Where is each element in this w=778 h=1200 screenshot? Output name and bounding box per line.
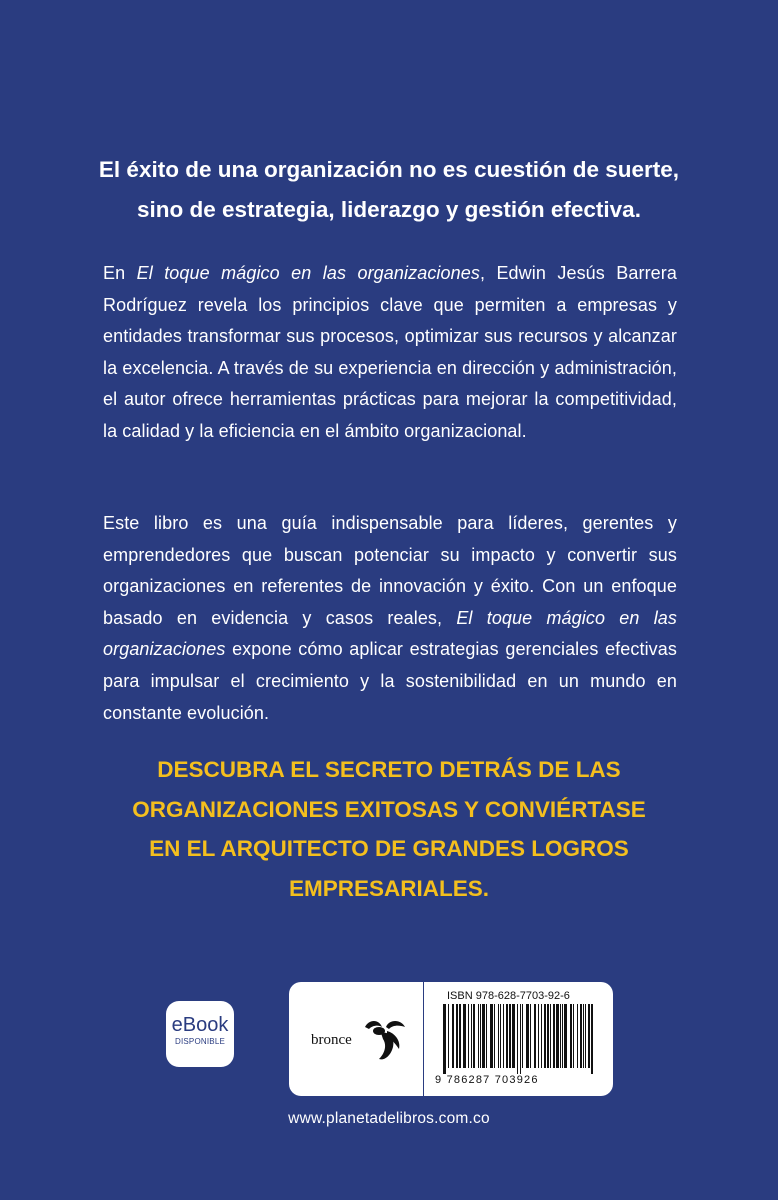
barcode-bar xyxy=(452,1004,454,1068)
paragraph-1-prefix: En xyxy=(103,263,137,283)
barcode-bar xyxy=(494,1004,495,1068)
ebook-label: eBook xyxy=(171,1014,229,1036)
divider xyxy=(423,982,424,1096)
callout-line-3: EN EL ARQUITECTO DE GRANDES LOGROS xyxy=(149,836,629,861)
barcode-bar xyxy=(500,1004,501,1068)
barcode-bar xyxy=(591,1004,593,1074)
barcode-bar xyxy=(459,1004,461,1068)
barcode-bar xyxy=(517,1004,518,1074)
publisher-block xyxy=(289,982,423,1096)
description-paragraph-1 xyxy=(103,258,677,448)
barcode-bar xyxy=(473,1004,475,1068)
barcode-bar xyxy=(534,1004,536,1068)
barcode-bar xyxy=(541,1004,542,1068)
paragraph-2-text-a: Este libro es una guía indispensable para líderes, gerentes y emprendedores que buscan potenciar su impacto y convertir sus organizaciones en referentes de innovación y éxito. Con un enfoque basado en evidencia y casos reales, xyxy=(103,513,677,628)
barcode-bar xyxy=(506,1004,508,1068)
barcode-bar xyxy=(538,1004,539,1068)
tagline-line-2: sino de estrategia, liderazgo y gestión efectiva. xyxy=(137,197,641,222)
paragraph-2-text-b: expone cómo aplicar estrategias gerenciales efectivas para impulsar el crecimiento y la sostenibilidad en un mundo en constante evolución. xyxy=(103,639,677,723)
barcode-bar xyxy=(456,1004,458,1068)
barcode-bar xyxy=(512,1004,515,1068)
barcode-bar xyxy=(482,1004,485,1068)
barcode-bar xyxy=(573,1004,574,1068)
bronce-bird-logo-icon xyxy=(359,1017,409,1063)
barcode-bar xyxy=(544,1004,546,1068)
barcode-bar xyxy=(547,1004,549,1068)
barcode-bar xyxy=(570,1004,572,1068)
barcode-bar xyxy=(580,1004,582,1068)
callout-line-1: DESCUBRA EL SECRETO DETRÁS DE LAS xyxy=(157,757,621,782)
barcode-bar xyxy=(577,1004,578,1068)
barcode-bar xyxy=(583,1004,584,1068)
barcode xyxy=(443,1004,593,1074)
ebook-sublabel: DISPONIBLE xyxy=(174,1037,225,1046)
isbn-label: ISBN 978-628-7703-92-6 xyxy=(447,990,570,1002)
barcode-bar xyxy=(550,1004,551,1068)
barcode-bar xyxy=(471,1004,472,1068)
tagline-line-1: El éxito de una organización no es cuestión de suerte, xyxy=(98,157,680,182)
barcode-bar xyxy=(480,1004,481,1068)
barcode-bar xyxy=(509,1004,511,1068)
tagline xyxy=(90,150,688,230)
barcode-bar xyxy=(490,1004,493,1068)
barcode-bar xyxy=(503,1004,504,1068)
barcode-bar xyxy=(588,1004,590,1068)
barcode-bar xyxy=(478,1004,479,1068)
barcode-bar xyxy=(585,1004,586,1068)
ebook-badge xyxy=(166,1001,234,1067)
barcode-bar xyxy=(564,1004,567,1068)
barcode-bar xyxy=(556,1004,559,1068)
publisher-name: bronce xyxy=(311,1032,352,1048)
barcode-bar xyxy=(526,1004,529,1068)
book-title-italic: El toque mágico en las organizaciones xyxy=(103,607,677,660)
barcode-bar xyxy=(468,1004,469,1068)
barcode-bar xyxy=(498,1004,499,1068)
barcode-bar xyxy=(448,1004,449,1068)
callout-line-2: ORGANIZACIONES EXITOSAS Y CONVIÉRTASE xyxy=(132,796,646,822)
barcode-bar xyxy=(486,1004,487,1068)
isbn-digits: 9 786287 703926 xyxy=(435,1074,539,1086)
callout-text xyxy=(95,750,683,908)
publisher-barcode-box xyxy=(289,982,613,1096)
paragraph-1-text: , Edwin Jesús Barrera Rodríguez revela los principios clave que permiten a empresas y entidades transformar sus procesos, optimizar sus recursos y alcanzar la excelencia. A través de su experiencia en dirección y administración, el autor ofrece herramientas prácticas para mejorar la competitividad, la calidad y la eficiencia en el ámbito organizacional. xyxy=(103,263,677,441)
book-title-italic: El toque mágico en las organizaciones xyxy=(136,263,480,283)
barcode-bar xyxy=(562,1004,563,1068)
website-url[interactable]: www.planetadelibros.com.co xyxy=(288,1110,490,1127)
description-paragraph-2 xyxy=(103,508,677,729)
callout-line-4: EMPRESARIALES. xyxy=(288,875,490,901)
barcode-bar xyxy=(530,1004,531,1068)
barcode-bar xyxy=(520,1004,521,1074)
barcode-bar xyxy=(463,1004,466,1068)
barcode-bar xyxy=(553,1004,555,1068)
barcode-bar xyxy=(522,1004,523,1068)
barcode-bar xyxy=(443,1004,446,1074)
barcode-bar xyxy=(560,1004,561,1068)
